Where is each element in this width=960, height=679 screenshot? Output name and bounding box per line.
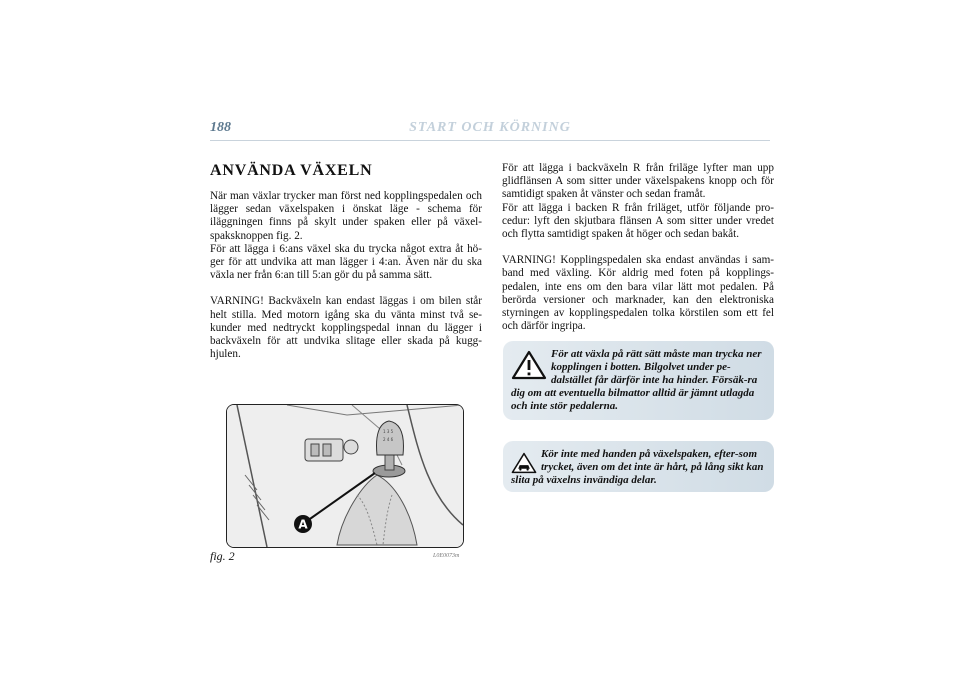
car-warning-icon [511,452,537,474]
figure-caption: fig. 2 [210,549,235,563]
chapter-title: START OCH KÖRNING [409,120,571,135]
gear-shift-illustration [227,405,463,547]
warning-paragraph: VARNING! Backväxeln kan endast läggas i om bilen står helt stilla. Med motorn igång ska du vänta minst två se-kunder med nedtryckt kopplingspedal innan du lägger i backväxeln för att undvika slitage eller skada på kugg-hjulen. [210,295,482,361]
warning-triangle-icon [511,350,547,380]
callout-label: A [298,517,308,532]
warning-box [503,441,774,492]
right-column [502,162,774,333]
paragraph: För att lägga i 6:ans växel ska du trycka något extra åt hö-ger för att undvika att man lägger i 4:an. Även när du ska växla ner från 6:an till 5:an gör du på samma sätt. [210,242,482,282]
svg-text:1 3 5: 1 3 5 [383,429,394,434]
section-title: ANVÄNDA VÄXELN [210,162,373,179]
figure-code: L0E0073m [433,553,460,559]
left-column [210,162,482,361]
warning-box [503,341,774,420]
svg-text:2 4 6: 2 4 6 [383,437,394,442]
page-header [210,118,770,141]
page-number: 188 [210,120,231,135]
warning-paragraph: VARNING! Kopplingspedalen ska endast användas i sam-band med växling. Kör aldrig med foten på kopplings-pedalen, inte ens om den bara vilar lätt mot pedalen. På berörda versioner och marknader, kan den elektroniska styrningen av kopplingspedalen tolka körstilen som ett fel och därför ingripa. [502,254,774,333]
warning-text: För att växla på rätt sätt måste man trycka ner kopplingen i botten. Bilgolvet under pe-dalstället får därför inte ha hinder. Försäk-ra dig om att eventuella bilmattor alltid är jämnt utlagda och inte stör pedalerna. [511,348,762,412]
paragraph: För att lägga i backen R från friläget, utför följande pro-cedur: lyft den skjutbara flänsen A som sitter under vredet och flytta samtidigt spaken åt höger och sedan bakåt. [502,201,774,241]
paragraph: När man växlar trycker man först ned kopplingspedalen och lägger sedan växelspaken i önskat läge - schema för iläggningen finns på skylt under spaken eller på växel-spaksknoppen fig. 2. [210,190,482,242]
paragraph: För att lägga i backväxeln R från friläge lyfter man upp glidflänsen A som sitter under växelspakens knopp och för samtidigt spaken åt vänster och sedan framåt. [502,162,774,201]
gear-shift-figure [226,404,464,548]
warning-text: Kör inte med handen på växelspaken, efter-som trycket, även om det inte är hårt, på lång sikt kan slita på växelns invändiga delar. [511,448,764,486]
